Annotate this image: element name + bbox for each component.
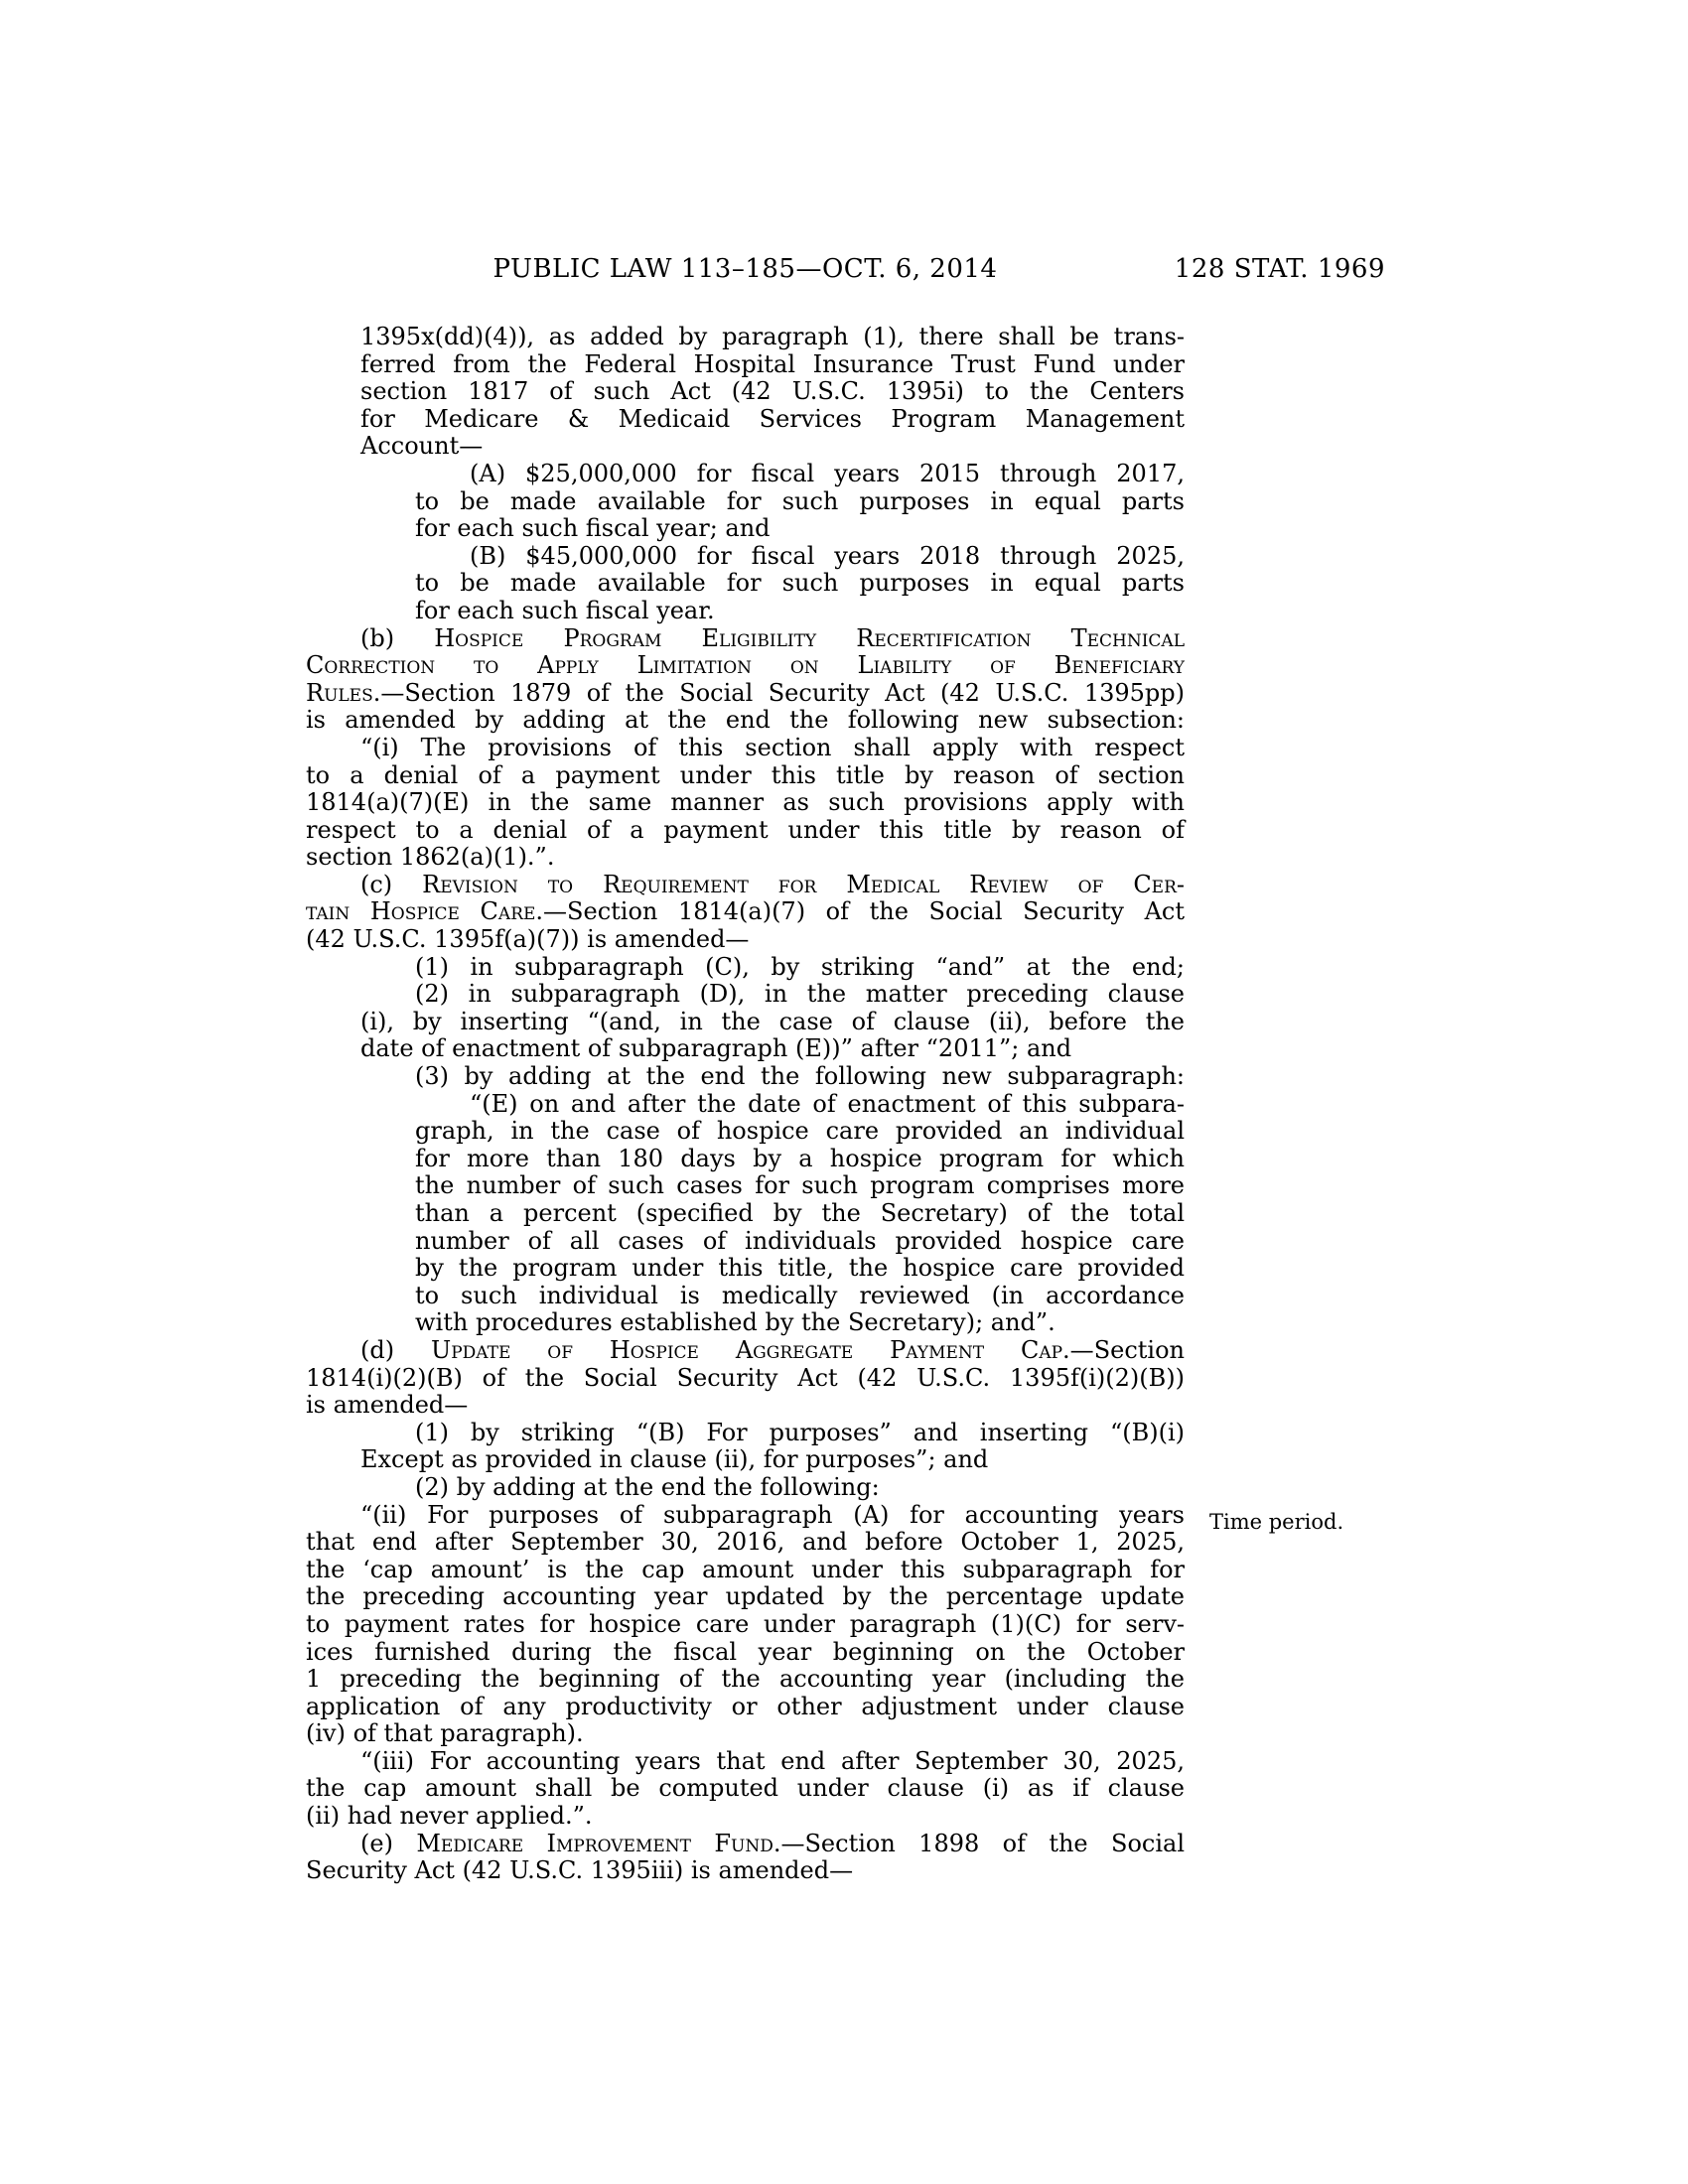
text-line [306, 954, 1185, 982]
text-line [306, 433, 1185, 461]
body-text: is amended— [306, 1391, 469, 1420]
body-text: (1) by striking “(B) For purposes” and inserting “(B)(i) [415, 1418, 1185, 1446]
body-text: to a denial of a payment under this title by reason of section [306, 760, 1185, 789]
small-caps-text: Revision to Requirement for Medical Review of Cer- [422, 870, 1185, 898]
text-line [306, 598, 1185, 625]
body-text: (e) [360, 1829, 417, 1857]
text-line [306, 1091, 1185, 1119]
small-caps-text: Update of Hospice Aggregate Payment Cap.— [430, 1335, 1094, 1364]
text-line [306, 1446, 1185, 1474]
text-line [306, 1583, 1185, 1611]
body-text: (3) by adding at the end the following new subparagraph: [415, 1062, 1185, 1091]
text-line [306, 1611, 1185, 1639]
text-line [306, 543, 1185, 571]
body-text: Section [1093, 1335, 1185, 1364]
text-line [306, 1365, 1185, 1393]
text-line [306, 1720, 1185, 1748]
body-text: 1 preceding the beginning of the accounting year (including the [306, 1665, 1185, 1694]
body-text: for each such fiscal year. [415, 596, 715, 624]
small-caps-text: Correction to Apply Limitation on Liability of Beneficiary [306, 651, 1185, 680]
text-line [306, 570, 1185, 598]
body-text: the ‘cap amount’ is the cap amount under this subparagraph for [306, 1555, 1185, 1583]
body-text: (B) $45,000,000 for fiscal years 2018 through 2025, [470, 541, 1185, 570]
body-text: date of enactment of subparagraph (E))” after “2011”; and [360, 1034, 1072, 1063]
text-line [306, 515, 1185, 543]
body-text: “(E) on and after the date of enactment of this subpara- [470, 1089, 1185, 1118]
body-text: (b) [360, 623, 435, 652]
body-text: by the program under this title, the hospice care provided [415, 1254, 1185, 1283]
body-text: for more than 180 days by a hospice program for which [415, 1144, 1185, 1172]
body-text: 1814(a)(7)(E) in the same manner as such provisions apply with [306, 788, 1185, 817]
text-line [306, 1748, 1185, 1776]
body-text: (iv) of that paragraph). [306, 1719, 584, 1748]
body-text: Except as provided in clause (ii), for purposes”; and [360, 1445, 989, 1474]
body-text: graph, in the case of hospice care provided an individual [415, 1117, 1185, 1146]
text-line [306, 1063, 1185, 1091]
body-text: (c) [360, 870, 423, 898]
text-line [306, 1831, 1185, 1858]
body-text: to be made available for such purposes in equal parts [415, 486, 1185, 515]
body-text: (2) in subparagraph (D), in the matter preceding clause [415, 980, 1185, 1009]
body-text: Account— [360, 432, 484, 461]
small-caps-text: Medicare Improvement Fund.— [416, 1829, 805, 1857]
body-text: to such individual is medically reviewed (in accordance [415, 1281, 1185, 1309]
body-text: application of any productivity or other adjustment under clause [306, 1692, 1185, 1720]
body-text: (d) [360, 1335, 431, 1364]
text-line [306, 1309, 1185, 1337]
text-line [306, 1857, 1185, 1885]
text-line [306, 1283, 1185, 1310]
body-text: the number of such cases for such program comprises more [415, 1171, 1185, 1200]
body-text: section 1862(a)(1).”. [306, 843, 555, 872]
body-text: for Medicare & Medicaid Services Program Management [360, 404, 1185, 433]
text-line [306, 1035, 1185, 1063]
text-line [306, 1172, 1185, 1200]
text-line [306, 378, 1185, 406]
text-line [306, 652, 1185, 680]
body-text: “(iii) For accounting years that end after September 30, 2025, [360, 1746, 1185, 1775]
body-text: section 1817 of such Act (42 U.S.C. 1395i) to the Centers [360, 377, 1185, 406]
small-caps-text: Hospice Program Eligibility Recertification Technical [434, 623, 1185, 652]
text-line [306, 1228, 1185, 1256]
body-text: ferred from the Federal Hospital Insurance Trust Fund under [360, 349, 1185, 378]
body-text: 1814(i)(2)(B) of the Social Security Act (42 U.S.C. 1395f(i)(2)(B)) [306, 1363, 1185, 1392]
body-text: (A) $25,000,000 for fiscal years 2015 through 2017, [470, 459, 1185, 487]
text-line [306, 1337, 1185, 1365]
text-line [306, 1666, 1185, 1694]
small-caps-text: tain Hospice Care.— [306, 897, 568, 926]
text-line [306, 1118, 1185, 1146]
text-line [306, 762, 1185, 790]
text-line [306, 1557, 1185, 1584]
body-text: “(i) The provisions of this section shall apply with respect [360, 733, 1185, 761]
text-line [306, 680, 1185, 708]
text-line [306, 817, 1185, 845]
text-line [306, 1775, 1185, 1803]
body-text: that end after September 30, 2016, and before October 1, 2025, [306, 1528, 1185, 1557]
text-line [306, 351, 1185, 379]
text-line [306, 1803, 1185, 1831]
body-text: with procedures established by the Secretary); and”. [415, 1308, 1055, 1337]
text-line [306, 872, 1185, 899]
body-text: Section 1898 of the Social [804, 1829, 1185, 1857]
body-text: the preceding accounting year updated by the percentage update [306, 1582, 1185, 1611]
text-line [306, 844, 1185, 872]
text-line [306, 461, 1185, 488]
text-line [306, 1529, 1185, 1557]
body-text: is amended by adding at the end the following new subsection: [306, 706, 1185, 735]
text-line [306, 707, 1185, 735]
text-line [306, 1502, 1185, 1530]
text-line [306, 1200, 1185, 1228]
text-line [306, 1009, 1185, 1036]
text-line [306, 406, 1185, 434]
text-body [306, 324, 1185, 1885]
body-text: to be made available for such purposes in equal parts [415, 569, 1185, 598]
text-line [306, 1694, 1185, 1721]
text-line [306, 981, 1185, 1009]
body-text: number of all cases of individuals provided hospice care [415, 1226, 1185, 1255]
running-head-law-title: PUBLIC LAW 113–185—OCT. 6, 2014 [492, 254, 998, 284]
text-line [306, 1146, 1185, 1173]
text-line [306, 625, 1185, 653]
text-line [306, 1392, 1185, 1420]
text-line [306, 1255, 1185, 1283]
body-text: (1) in subparagraph (C), by striking “and” at the end; [415, 952, 1185, 981]
body-text: the cap amount shall be computed under clause (i) as if clause [306, 1774, 1185, 1803]
body-text: ices furnished during the fiscal year beginning on the October [306, 1637, 1185, 1666]
body-text: respect to a denial of a payment under this title by reason of [306, 815, 1185, 844]
small-caps-text: Rules.— [306, 678, 405, 707]
body-text: (2) by adding at the end the following: [415, 1472, 880, 1501]
body-text: (i), by inserting “(and, in the case of clause (ii), before the [360, 1007, 1185, 1035]
text-line [306, 898, 1185, 926]
running-head-stat-page: 128 STAT. 1969 [1174, 254, 1385, 284]
body-text: Security Act (42 U.S.C. 1395iii) is amended— [306, 1856, 854, 1885]
text-line [306, 1639, 1185, 1667]
text-line [306, 926, 1185, 954]
text-line [306, 1474, 1185, 1502]
body-text: “(ii) For purposes of subparagraph (A) for accounting years [360, 1500, 1185, 1529]
body-text: Section 1879 of the Social Security Act (42 U.S.C. 1395pp) [404, 678, 1185, 707]
text-line [306, 488, 1185, 516]
margin-note: Time period. [1209, 1510, 1344, 1534]
text-line [306, 735, 1185, 762]
text-line [306, 1420, 1185, 1447]
text-line [306, 324, 1185, 351]
body-text: to payment rates for hospice care under paragraph (1)(C) for serv- [306, 1609, 1185, 1638]
text-line [306, 789, 1185, 817]
body-text: 1395x(dd)(4)), as added by paragraph (1), there shall be trans- [360, 323, 1185, 350]
body-text: than a percent (specified by the Secretary) of the total [415, 1199, 1185, 1227]
body-text: for each such fiscal year; and [415, 514, 771, 543]
body-text: (ii) had never applied.”. [306, 1802, 593, 1831]
body-text: Section 1814(a)(7) of the Social Security Act [567, 897, 1185, 926]
body-text: (42 U.S.C. 1395f(a)(7)) is amended— [306, 925, 750, 954]
